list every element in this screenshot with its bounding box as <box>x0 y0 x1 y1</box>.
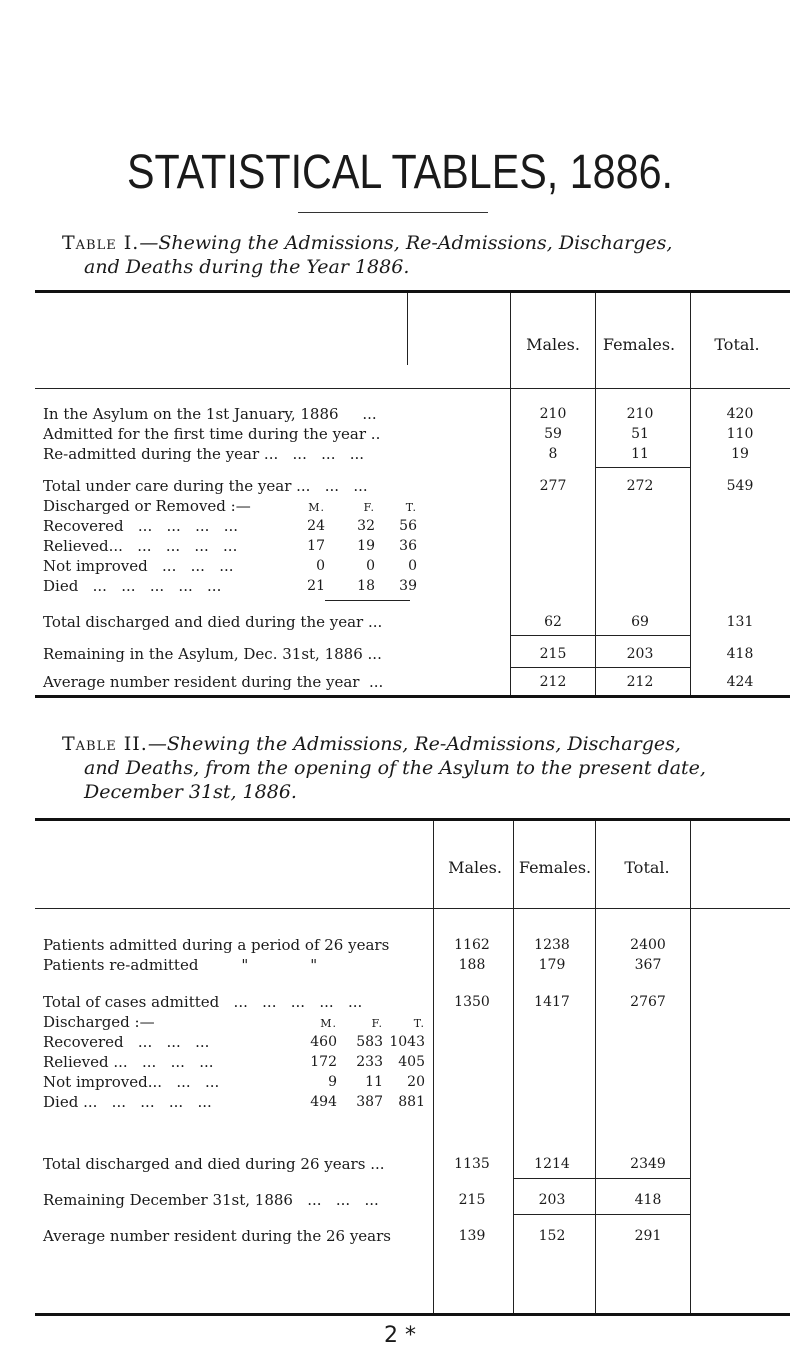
sub-header-t: T. <box>405 501 417 514</box>
sub-t-value: 881 <box>398 1094 425 1110</box>
table2-header-females: Females. <box>518 858 592 877</box>
sub-t-value: 0 <box>408 558 417 574</box>
females-value: 203 <box>538 1192 566 1208</box>
table1 <box>35 290 795 700</box>
table1-top-rule <box>35 290 790 293</box>
row-label: Average number resident during the year ... <box>43 673 384 691</box>
sub-row-label: Died ... ... ... ... ... <box>43 1093 212 1111</box>
table2-col-divider <box>513 821 514 1313</box>
row-label: Patients re-admitted " " <box>43 956 318 974</box>
table1-summary-rule <box>510 635 690 636</box>
table2-caption-lead: Table II. <box>62 733 148 755</box>
table1-caption-line2: and Deaths during the Year 1886. <box>84 256 410 278</box>
total-value: 110 <box>726 426 754 442</box>
females-value: 152 <box>538 1228 566 1244</box>
total-value: 549 <box>726 478 754 494</box>
females-value: 1214 <box>534 1156 570 1172</box>
table1-discharged-label: Discharged or Removed :— <box>43 497 251 515</box>
table2-header-males: Males. <box>448 858 502 877</box>
sub-f-value: 0 <box>366 558 375 574</box>
title-divider <box>298 212 488 213</box>
table1-summary-rule <box>510 667 690 668</box>
sub-t-value: 1043 <box>389 1034 425 1050</box>
females-value: 11 <box>631 446 649 462</box>
females-value: 212 <box>626 674 654 690</box>
males-value: 1135 <box>454 1156 490 1172</box>
row-label: Re-admitted during the year ... ... ... ... <box>43 445 365 463</box>
table1-sub-total-rule <box>325 600 410 601</box>
total-value: 424 <box>726 674 754 690</box>
table2-discharged-label: Discharged :— <box>43 1013 155 1031</box>
sub-row-label: Relieved ... ... ... ... <box>43 1053 214 1071</box>
sub-m-value: 17 <box>307 538 325 554</box>
total-value: 418 <box>634 1192 662 1208</box>
table1-caption-lead: Table I. <box>62 232 140 254</box>
males-value: 139 <box>458 1228 486 1244</box>
total-value: 131 <box>726 614 754 630</box>
table2-col-divider <box>595 821 596 1313</box>
sub-m-value: 460 <box>310 1034 337 1050</box>
total-value: 291 <box>634 1228 662 1244</box>
row-label: Admitted for the first time during the year .. <box>43 425 381 443</box>
sub-t-value: 36 <box>399 538 417 554</box>
table2-caption-line2: and Deaths, from the opening of the Asylum to the present date, <box>84 757 706 779</box>
males-value: 215 <box>458 1192 486 1208</box>
males-value: 215 <box>539 646 567 662</box>
sub-header-f: F. <box>363 501 375 514</box>
sub-m-value: 9 <box>328 1074 337 1090</box>
sub-t-value: 39 <box>399 578 417 594</box>
males-value: 8 <box>548 446 558 462</box>
table2-col-divider <box>433 821 434 1313</box>
row-label: Total discharged and died during the year ... <box>43 613 383 631</box>
table2-header-rule <box>35 908 790 909</box>
table2-caption <box>62 732 800 804</box>
table2-col-divider <box>690 821 691 1313</box>
sub-row-label: Relieved... ... ... ... ... <box>43 537 238 555</box>
sub-m-value: 24 <box>307 518 325 534</box>
sub-row-label: Recovered ... ... ... <box>43 1033 210 1051</box>
sub-t-value: 56 <box>399 518 417 534</box>
females-value: 210 <box>626 406 654 422</box>
males-value: 277 <box>539 478 567 494</box>
table1-caption <box>62 231 800 279</box>
sub-t-value: 405 <box>398 1054 425 1070</box>
females-value: 179 <box>538 957 566 973</box>
row-label: Total discharged and died during 26 years ... <box>43 1155 385 1173</box>
table1-bottom-rule <box>35 695 790 698</box>
total-value: 2767 <box>630 994 666 1010</box>
females-value: 1238 <box>534 937 570 953</box>
table2-bottom-rule <box>35 1313 790 1316</box>
table1-header-males: Males. <box>526 335 580 354</box>
females-value: 272 <box>626 478 654 494</box>
sub-row-label: Recovered ... ... ... ... <box>43 517 239 535</box>
table1-col-divider <box>690 293 691 695</box>
males-value: 62 <box>544 614 562 630</box>
page-title: STATISTICAL TABLES, 1886. <box>126 146 674 199</box>
sub-row-label: Not improved... ... ... <box>43 1073 220 1091</box>
table2-summary-rule <box>513 1214 690 1215</box>
sub-m-value: 0 <box>316 558 325 574</box>
table1-col-divider <box>407 293 408 365</box>
table2-summary-rule <box>513 1178 690 1179</box>
females-value: 51 <box>631 426 649 442</box>
males-value: 1162 <box>454 937 490 953</box>
males-value: 210 <box>539 406 567 422</box>
row-label: Patients admitted during a period of 26 years <box>43 936 390 954</box>
sub-t-value: 20 <box>407 1074 425 1090</box>
sub-f-value: 11 <box>365 1074 383 1090</box>
total-value: 19 <box>731 446 749 462</box>
total-value: 420 <box>726 406 754 422</box>
sub-m-value: 494 <box>310 1094 337 1110</box>
table1-header-females: Females. <box>602 335 676 354</box>
table1-caption-line1: —Shewing the Admissions, Re-Admissions, Discharges, <box>139 232 673 254</box>
table2 <box>35 818 795 1318</box>
sub-f-value: 233 <box>356 1054 383 1070</box>
total-value: 2400 <box>630 937 666 953</box>
table1-header-total: Total. <box>714 335 760 354</box>
females-value: 203 <box>626 646 654 662</box>
males-value: 1350 <box>454 994 490 1010</box>
row-label: Total under care during the year ... ... ... <box>43 477 368 495</box>
table2-caption-line1: —Shewing the Admissions, Re-Admissions, Discharges, <box>147 733 681 755</box>
total-value: 418 <box>726 646 754 662</box>
sub-f-value: 19 <box>357 538 375 554</box>
sub-header-m: M. <box>320 1017 337 1030</box>
females-value: 69 <box>631 614 649 630</box>
row-label: Remaining December 31st, 1886 ... ... ... <box>43 1191 379 1209</box>
table1-header-rule <box>35 388 790 389</box>
sub-f-value: 387 <box>356 1094 383 1110</box>
sub-header-t: T. <box>413 1017 425 1030</box>
total-value: 2349 <box>630 1156 666 1172</box>
sub-m-value: 172 <box>310 1054 337 1070</box>
sub-row-label: Died ... ... ... ... ... <box>43 577 222 595</box>
sub-header-m: M. <box>308 501 325 514</box>
sub-f-value: 18 <box>357 578 375 594</box>
sub-m-value: 21 <box>307 578 325 594</box>
males-value: 212 <box>539 674 567 690</box>
females-value: 1417 <box>534 994 570 1010</box>
row-label: Total of cases admitted ... ... ... ... ... <box>43 993 363 1011</box>
sub-f-value: 32 <box>357 518 375 534</box>
sub-f-value: 583 <box>356 1034 383 1050</box>
table1-subtotal-rule <box>595 467 690 468</box>
males-value: 59 <box>544 426 562 442</box>
males-value: 188 <box>458 957 486 973</box>
page-footer: 2 * <box>384 1323 416 1348</box>
table2-header-total: Total. <box>624 858 670 877</box>
row-label: Average number resident during the 26 years <box>43 1227 391 1245</box>
row-label: In the Asylum on the 1st January, 1886 ... <box>43 405 377 423</box>
sub-header-f: F. <box>371 1017 383 1030</box>
row-label: Remaining in the Asylum, Dec. 31st, 1886 ... <box>43 645 382 663</box>
total-value: 367 <box>634 957 662 973</box>
sub-row-label: Not improved ... ... ... <box>43 557 234 575</box>
table2-top-rule <box>35 818 790 821</box>
table2-caption-line3: December 31st, 1886. <box>84 781 297 803</box>
